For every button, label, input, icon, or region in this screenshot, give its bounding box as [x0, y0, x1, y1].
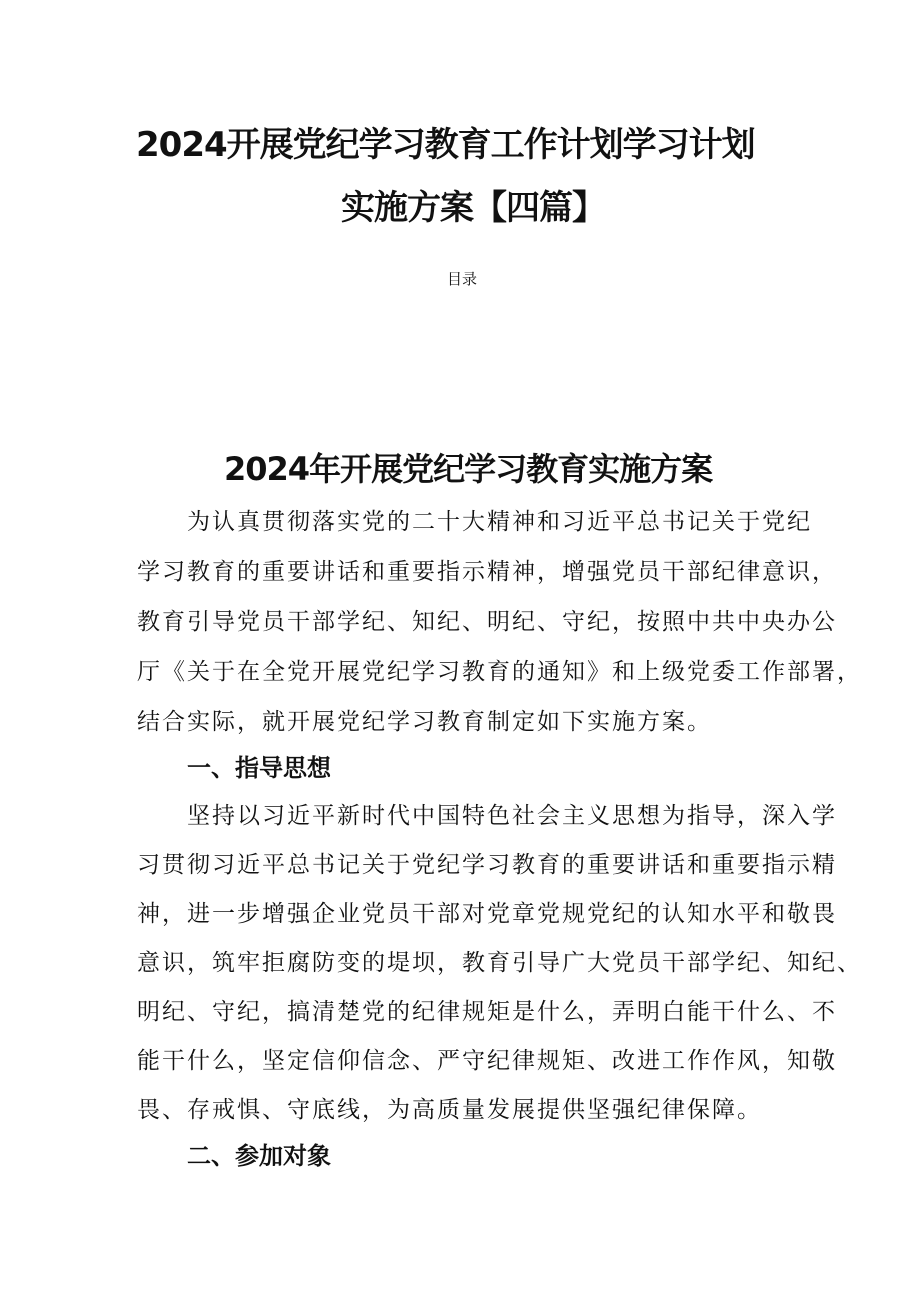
paragraph-line: 神，进一步增强企业党员干部对党章党规党纪的认知水平和敬畏 — [137, 901, 837, 927]
paragraph-line: 畏、存戒惧、守底线，为高质量发展提供坚强纪律保障。 — [137, 1097, 762, 1123]
heading-guiding-ideology: 一、指导思想 — [187, 754, 331, 782]
paragraph-line: 意识，筑牢拒腐防变的堤坝，教育引导广大党员干部学纪、知纪、 — [137, 950, 862, 976]
paragraph-line: 习贯彻习近平总书记关于党纪学习教育的重要讲话和重要指示精 — [137, 852, 837, 878]
toc-label: 目录 — [447, 270, 478, 288]
paragraph-line: 坚持以习近平新时代中国特色社会主义思想为指导，深入学 — [187, 803, 837, 829]
paragraph-line: 明纪、守纪，搞清楚党的纪律规矩是什么，弄明白能干什么、不 — [137, 999, 837, 1025]
paragraph-line: 为认真贯彻落实党的二十大精神和习近平总书记关于党纪 — [187, 509, 812, 535]
heading-participants: 二、参加对象 — [187, 1142, 331, 1170]
paragraph-line: 能干什么，坚定信仰信念、严守纪律规矩、改进工作作风，知敬 — [137, 1048, 837, 1074]
paragraph-line: 学习教育的重要讲话和重要指示精神，增强党员干部纪律意识， — [137, 559, 837, 585]
document-title-line-2: 实施方案【四篇】 — [341, 188, 605, 228]
paragraph-line: 厅《关于在全党开展党纪学习教育的通知》和上级党委工作部署， — [137, 659, 862, 685]
paragraph-line: 教育引导党员干部学纪、知纪、明纪、守纪，按照中共中央办公 — [137, 609, 837, 635]
document-title-line-1: 2024开展党纪学习教育工作计划学习计划 — [136, 125, 755, 165]
paragraph-line: 结合实际，就开展党纪学习教育制定如下实施方案。 — [137, 709, 712, 735]
section-title: 2024年开展党纪学习教育实施方案 — [224, 450, 713, 488]
